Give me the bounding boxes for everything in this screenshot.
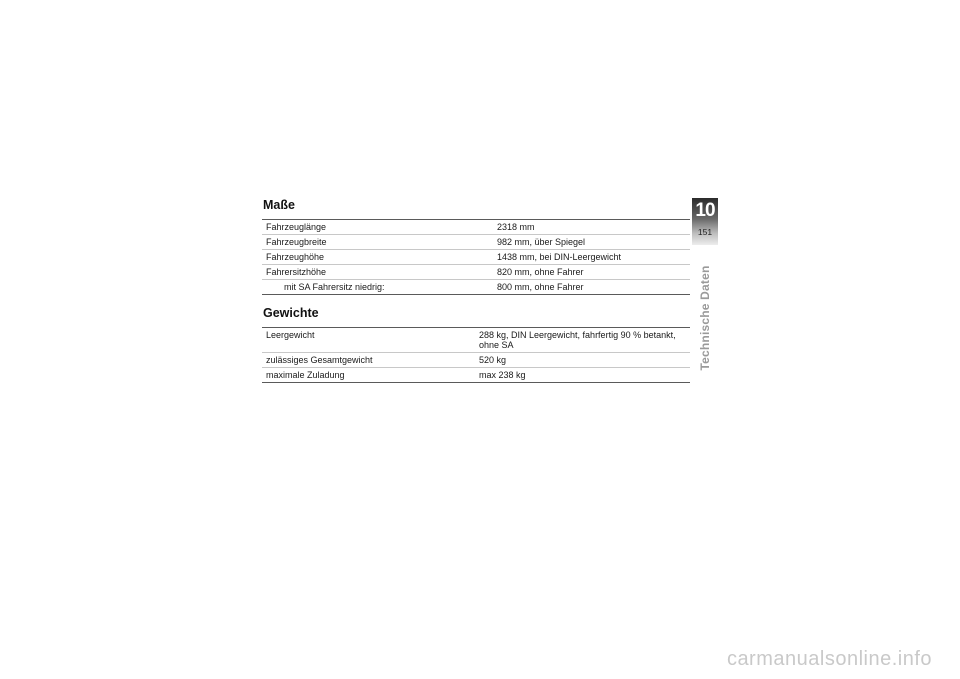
row-label: Fahrzeugbreite bbox=[266, 237, 327, 247]
row-value-line: 288 kg, DIN Leergewicht, fahrfertig 90 % betankt, bbox=[479, 330, 676, 340]
table-row bbox=[262, 280, 690, 295]
row-label: maximale Zuladung bbox=[266, 370, 345, 380]
row-value: max 238 kg bbox=[479, 370, 526, 380]
row-value: 820 mm, ohne Fahrer bbox=[497, 267, 584, 277]
row-label: Fahrzeughöhe bbox=[266, 252, 325, 262]
row-value: 1438 mm, bei DIN-Leergewicht bbox=[497, 252, 622, 262]
table-row bbox=[262, 220, 690, 235]
row-label: Leergewicht bbox=[266, 330, 315, 340]
spec-content bbox=[262, 198, 690, 383]
row-value: 2318 mm bbox=[497, 222, 535, 232]
watermark: carmanualsonline.info bbox=[726, 648, 932, 670]
row-value: 800 mm, ohne Fahrer bbox=[497, 282, 584, 292]
table-row bbox=[262, 250, 690, 265]
section-title-gewichte: Gewichte bbox=[263, 306, 319, 320]
chapter-title: Technische Daten bbox=[698, 265, 712, 371]
row-label: Fahrersitzhöhe bbox=[266, 267, 327, 277]
masse-table bbox=[262, 219, 690, 295]
table-row bbox=[262, 368, 690, 383]
table-row bbox=[262, 235, 690, 250]
table-row bbox=[262, 265, 690, 280]
table-row bbox=[262, 353, 690, 368]
row-label: mit SA Fahrersitz niedrig: bbox=[284, 282, 385, 292]
chapter-tab bbox=[692, 198, 718, 245]
row-value bbox=[475, 328, 690, 353]
row-value: 982 mm, über Spiegel bbox=[497, 237, 586, 247]
row-value-line: ohne SA bbox=[479, 340, 514, 350]
row-label: Fahrzeuglänge bbox=[266, 222, 327, 232]
row-label: zulässiges Gesamtgewicht bbox=[266, 355, 373, 365]
page-number: 151 bbox=[697, 227, 713, 237]
gewichte-table bbox=[262, 327, 690, 383]
chapter-number: 10 bbox=[695, 200, 715, 221]
table-row bbox=[262, 328, 690, 353]
section-title-masse: Maße bbox=[263, 198, 295, 212]
row-value: 520 kg bbox=[479, 355, 507, 365]
